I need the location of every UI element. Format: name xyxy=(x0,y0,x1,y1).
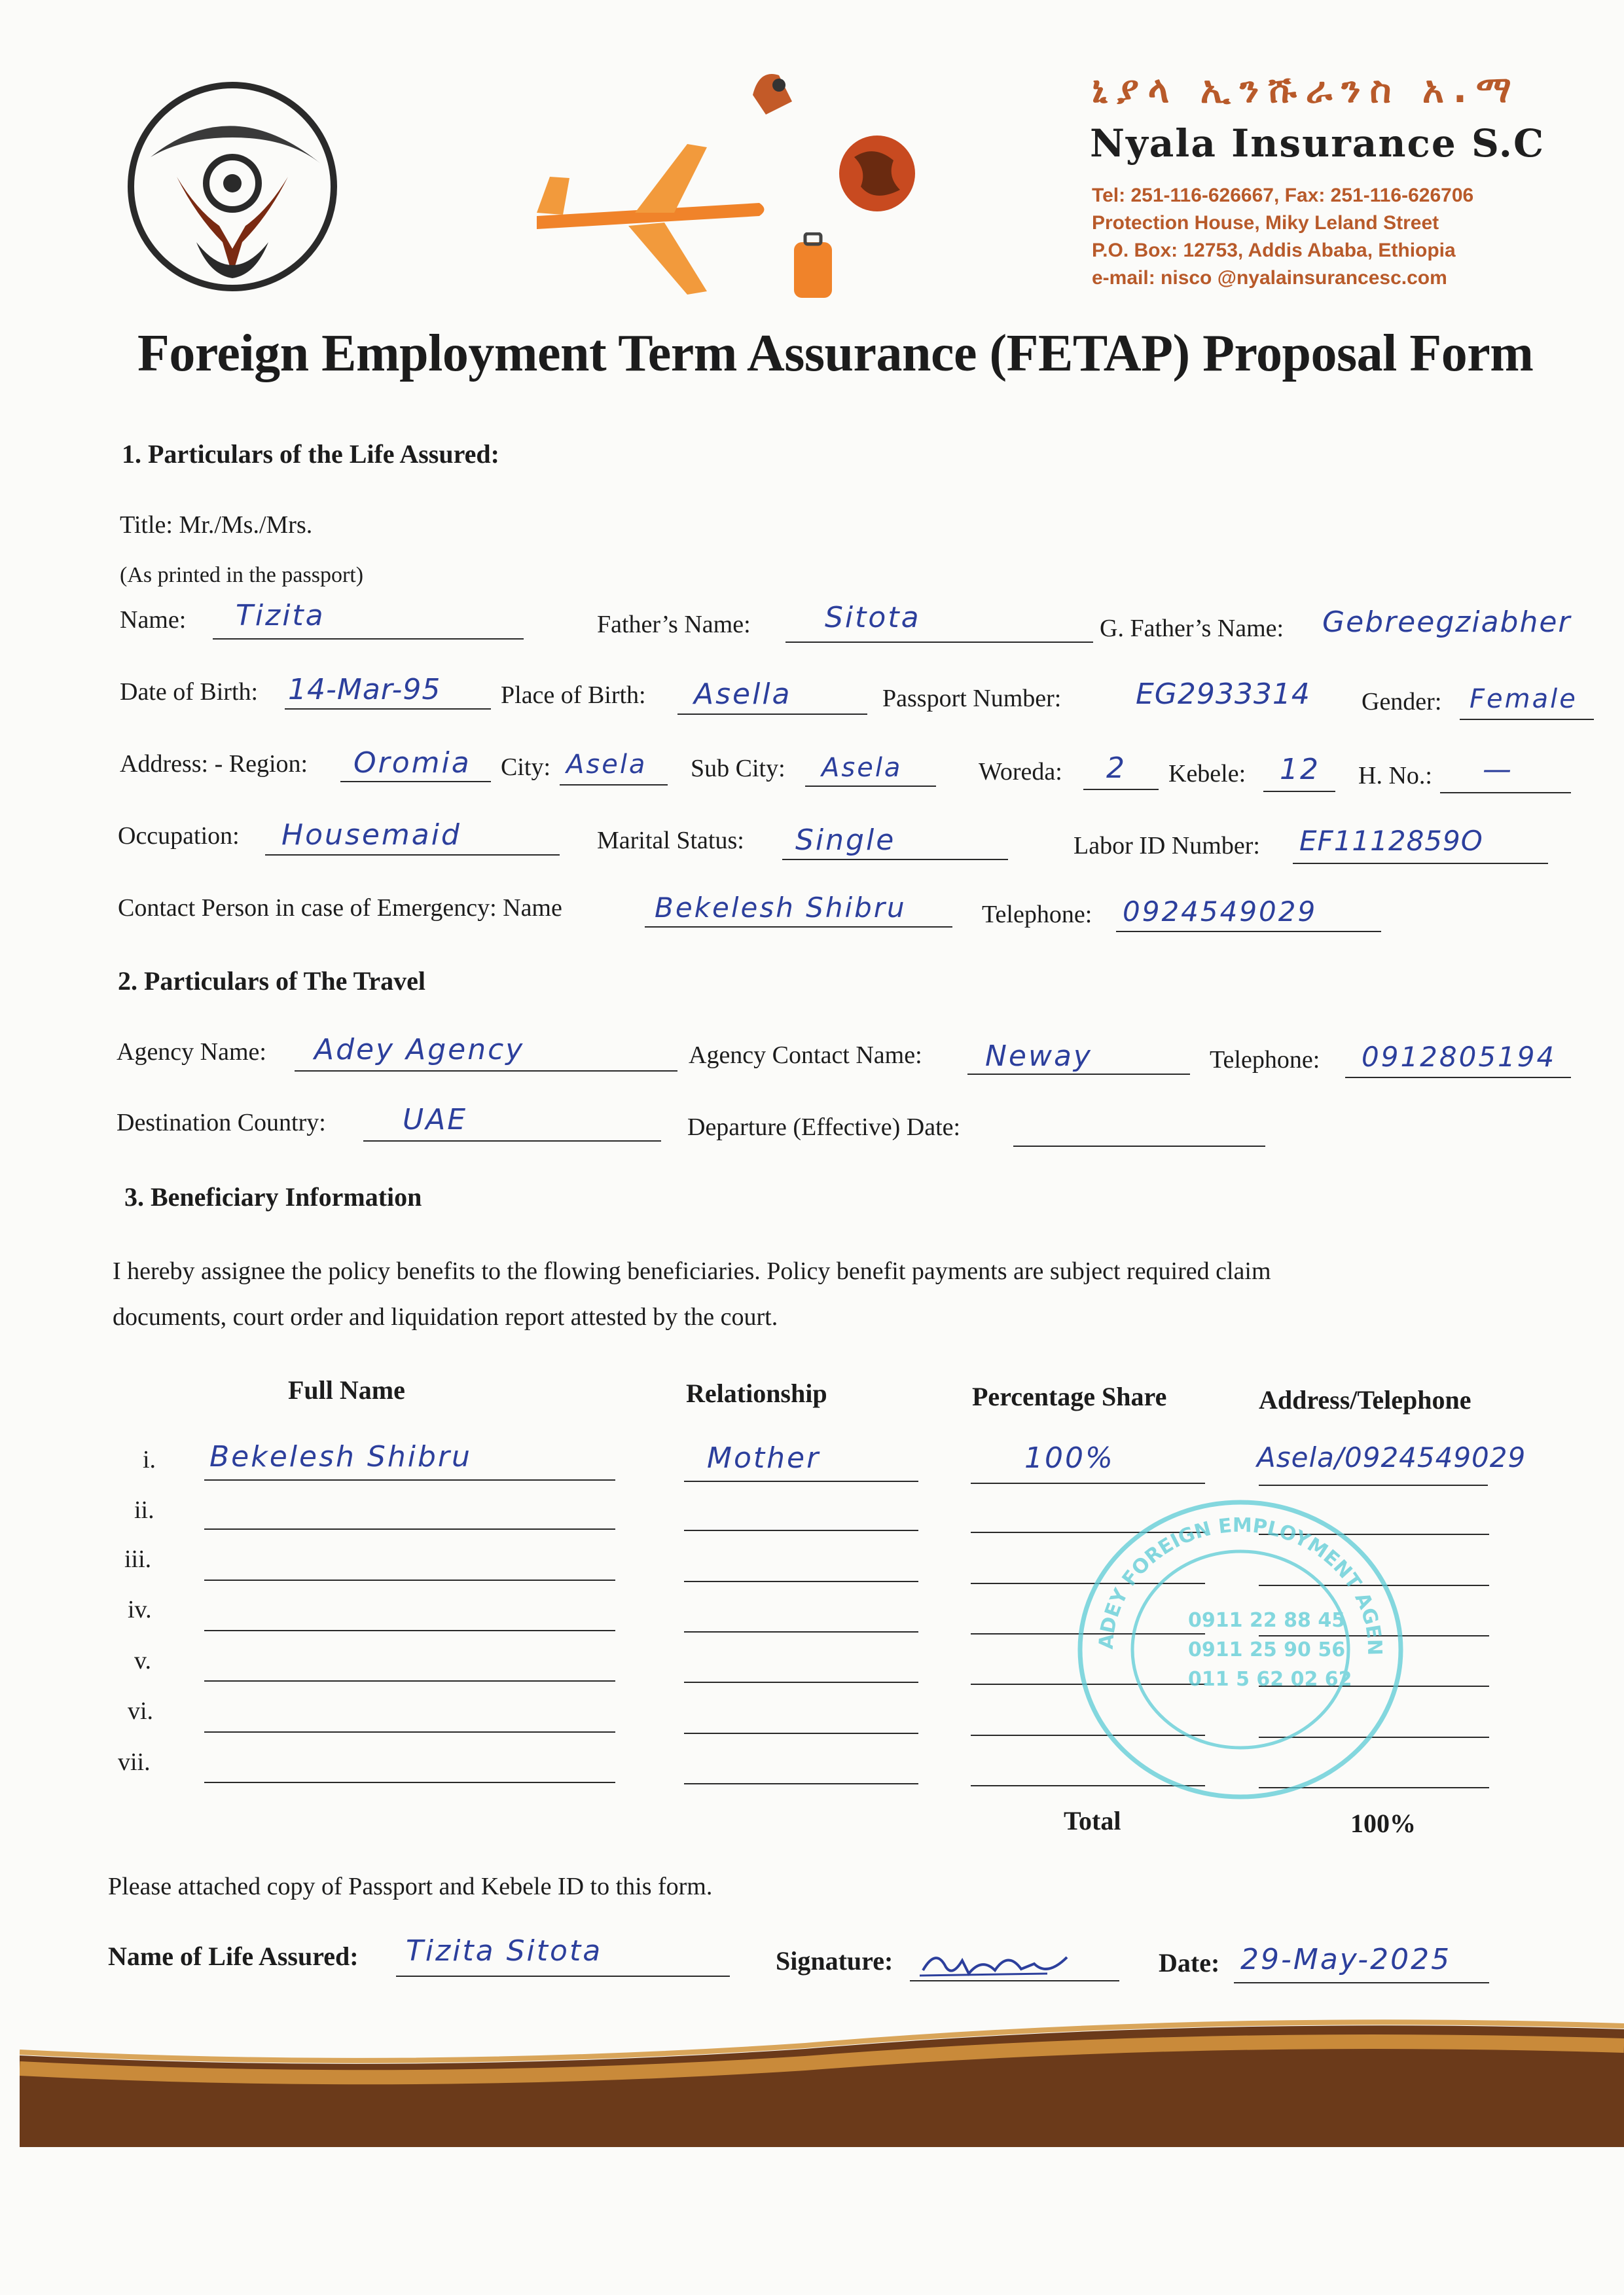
signature-field[interactable] xyxy=(916,1944,1087,1983)
total-label: Total xyxy=(1064,1806,1121,1835)
destination-field[interactable]: UAE xyxy=(403,1103,468,1136)
globe-icon xyxy=(835,131,920,216)
passport-field[interactable]: EG2933314 xyxy=(1136,678,1310,711)
emergency-name-line xyxy=(645,926,952,928)
total-value: 100% xyxy=(1350,1809,1416,1838)
row-number: vi. xyxy=(128,1697,154,1725)
row-number: ii. xyxy=(134,1496,154,1524)
life-assured-line xyxy=(396,1976,730,1977)
row-relationship-line[interactable] xyxy=(684,1783,918,1784)
kebele-field[interactable]: 12 xyxy=(1280,753,1320,786)
section3-heading: 3. Beneficiary Information xyxy=(124,1182,422,1212)
marital-line xyxy=(782,859,1008,860)
column-header-relationship: Relationship xyxy=(686,1379,827,1408)
luggage-icon xyxy=(789,232,838,304)
beneficiary-paragraph-line1: I hereby assignee the policy benefits to the flowing beneficiaries. Policy benefit payments are subject required claim xyxy=(113,1257,1271,1285)
stamp-phone-1: 0911 22 88 45 xyxy=(1188,1609,1346,1632)
company-contact xyxy=(1092,182,1473,292)
agency-name-line xyxy=(295,1070,677,1072)
pob-line xyxy=(677,714,867,715)
emergency-tel-label: Telephone: xyxy=(982,901,1092,928)
row-address-line xyxy=(1259,1485,1488,1486)
title-label: Title: Mr./Ms./Mrs. xyxy=(120,511,313,539)
agency-contact-field[interactable]: Neway xyxy=(985,1039,1092,1073)
agency-contact-label: Agency Contact Name: xyxy=(689,1041,922,1069)
region-field[interactable]: Oromia xyxy=(353,746,471,780)
woreda-label: Woreda: xyxy=(979,758,1062,786)
woreda-line xyxy=(1083,789,1159,790)
life-assured-field[interactable]: Tizita Sitota xyxy=(406,1934,603,1968)
destination-label: Destination Country: xyxy=(117,1109,326,1136)
beneficiary-name-field[interactable]: Bekelesh Shibru xyxy=(209,1440,472,1473)
company-pobox: P.O. Box: 12753, Addis Ababa, Ethiopia xyxy=(1092,240,1456,261)
name-line xyxy=(213,638,524,640)
subcity-label: Sub City: xyxy=(691,755,785,782)
laborid-label: Labor ID Number: xyxy=(1074,832,1260,859)
laborid-line xyxy=(1293,863,1548,864)
departure-line xyxy=(1013,1146,1265,1147)
father-name-label: Father’s Name: xyxy=(597,611,751,638)
subcity-line xyxy=(805,786,936,787)
agency-name-field[interactable]: Adey Agency xyxy=(314,1033,525,1066)
form-title: Foreign Employment Term Assurance (FETAP) Proposal Form xyxy=(137,325,1534,382)
agency-tel-field[interactable]: 0912805194 xyxy=(1362,1041,1557,1073)
section1-heading: 1. Particulars of the Life Assured: xyxy=(122,439,499,469)
dob-line xyxy=(285,708,491,710)
agency-tel-line xyxy=(1345,1077,1571,1078)
name-field[interactable]: Tizita xyxy=(236,599,325,632)
attachment-note: Please attached copy of Passport and Kebele ID to this form. xyxy=(108,1873,713,1900)
date-line xyxy=(1234,1982,1489,1983)
pob-field[interactable]: Asella xyxy=(694,678,792,711)
agency-tel-label: Telephone: xyxy=(1210,1046,1320,1074)
signature-label: Signature: xyxy=(776,1946,893,1976)
dob-label: Date of Birth: xyxy=(120,678,259,706)
row-share-line xyxy=(971,1483,1205,1484)
gender-field[interactable]: Female xyxy=(1470,684,1578,714)
row-number: iii. xyxy=(124,1545,152,1573)
departure-label: Departure (Effective) Date: xyxy=(687,1113,961,1141)
row-number: iv. xyxy=(128,1596,152,1623)
travel-icon xyxy=(746,62,799,121)
city-label: City: xyxy=(501,753,551,781)
city-line xyxy=(560,784,668,786)
row-number: vii. xyxy=(118,1748,151,1776)
life-assured-label: Name of Life Assured: xyxy=(108,1942,359,1971)
father-name-line xyxy=(785,642,1093,643)
row-name-line[interactable] xyxy=(204,1782,615,1783)
marital-field[interactable]: Single xyxy=(795,823,896,857)
gfather-name-label: G. Father’s Name: xyxy=(1100,615,1284,642)
row-relationship-line[interactable] xyxy=(684,1631,918,1633)
dob-field[interactable]: 14-Mar-95 xyxy=(288,673,441,706)
region-label: Address: - Region: xyxy=(120,750,308,778)
occupation-label: Occupation: xyxy=(118,822,240,850)
row-relationship-line[interactable] xyxy=(684,1581,918,1582)
laborid-field[interactable]: EF1112859O xyxy=(1299,825,1483,857)
row-name-line[interactable] xyxy=(204,1528,615,1530)
row-name-line[interactable] xyxy=(204,1731,615,1733)
company-address: Protection House, Miky Leland Street xyxy=(1092,212,1439,234)
name-label: Name: xyxy=(120,606,187,634)
row-name-line[interactable] xyxy=(204,1580,615,1581)
company-email: e-mail: nisco @nyalainsurancesc.com xyxy=(1092,267,1447,289)
gfather-name-field[interactable]: Gebreegziabher xyxy=(1322,605,1572,639)
date-field[interactable]: 29-May-2025 xyxy=(1240,1943,1452,1976)
airplane-icon xyxy=(524,137,772,301)
company-name: Nyala Insurance S.C xyxy=(1090,121,1545,166)
column-header-percentage: Percentage Share xyxy=(972,1382,1167,1411)
destination-line xyxy=(363,1140,661,1142)
row-relationship-line[interactable] xyxy=(684,1530,918,1531)
beneficiary-relationship-field[interactable]: Mother xyxy=(707,1441,821,1475)
beneficiary-paragraph-line2: documents, court order and liquidation report attested by the court. xyxy=(113,1303,778,1331)
subcity-field[interactable]: Asela xyxy=(821,753,903,783)
row-relationship-line xyxy=(684,1481,918,1482)
father-name-field[interactable]: Sitota xyxy=(825,601,921,634)
agency-contact-line xyxy=(967,1074,1190,1075)
passport-note: (As printed in the passport) xyxy=(120,563,364,587)
company-stamp xyxy=(1074,1496,1407,1803)
emergency-name-label: Contact Person in case of Emergency: Name xyxy=(118,894,562,922)
hno-field[interactable]: — xyxy=(1483,753,1513,786)
row-name-line[interactable] xyxy=(204,1630,615,1631)
stamp-phone-2: 0911 25 90 56 xyxy=(1188,1638,1346,1661)
row-relationship-line[interactable] xyxy=(684,1733,918,1734)
date-label: Date: xyxy=(1159,1948,1220,1978)
hno-line xyxy=(1440,792,1571,793)
emergency-tel-line xyxy=(1116,931,1381,932)
marital-label: Marital Status: xyxy=(597,827,744,854)
beneficiary-share-field[interactable]: 100% xyxy=(1024,1441,1115,1475)
footer-wave xyxy=(20,2016,1624,2147)
company-tel: Tel: 251-116-626667, Fax: 251-116-626706 xyxy=(1092,185,1474,206)
agency-name-label: Agency Name: xyxy=(117,1038,266,1066)
company-name-amharic: ኒያላ ኢንሹራንስ አ.ማ xyxy=(1092,69,1521,111)
logo xyxy=(124,79,340,295)
column-header-address: Address/Telephone xyxy=(1259,1385,1471,1415)
row-relationship-line[interactable] xyxy=(684,1682,918,1683)
row-number: i. xyxy=(143,1446,156,1473)
row-number: v. xyxy=(134,1647,152,1674)
gender-label: Gender: xyxy=(1362,688,1442,715)
woreda-field[interactable]: 2 xyxy=(1106,751,1127,785)
occupation-line xyxy=(265,854,560,856)
beneficiary-address-field[interactable]: Asela/0924549029 xyxy=(1257,1441,1526,1473)
section2-heading: 2. Particulars of The Travel xyxy=(118,966,425,996)
hno-label: H. No.: xyxy=(1358,762,1432,789)
emergency-tel-field[interactable]: 0924549029 xyxy=(1123,895,1318,928)
city-field[interactable]: Asela xyxy=(566,750,647,780)
stamp-phone-3: 011 5 62 02 62 xyxy=(1188,1668,1352,1691)
gender-line xyxy=(1460,719,1594,720)
occupation-field[interactable]: Housemaid xyxy=(281,818,461,852)
stamp-outer-text: ADEY FOREIGN EMPLOYMENT AGEN xyxy=(1094,1513,1386,1656)
passport-label: Passport Number: xyxy=(882,685,1062,712)
kebele-label: Kebele: xyxy=(1168,760,1246,787)
region-line xyxy=(340,781,491,782)
pob-label: Place of Birth: xyxy=(501,681,646,709)
column-header-full-name: Full Name xyxy=(288,1375,405,1405)
emergency-name-field[interactable]: Bekelesh Shibru xyxy=(655,892,907,924)
kebele-line xyxy=(1263,791,1335,792)
row-name-line xyxy=(204,1479,615,1481)
row-name-line[interactable] xyxy=(204,1680,615,1682)
